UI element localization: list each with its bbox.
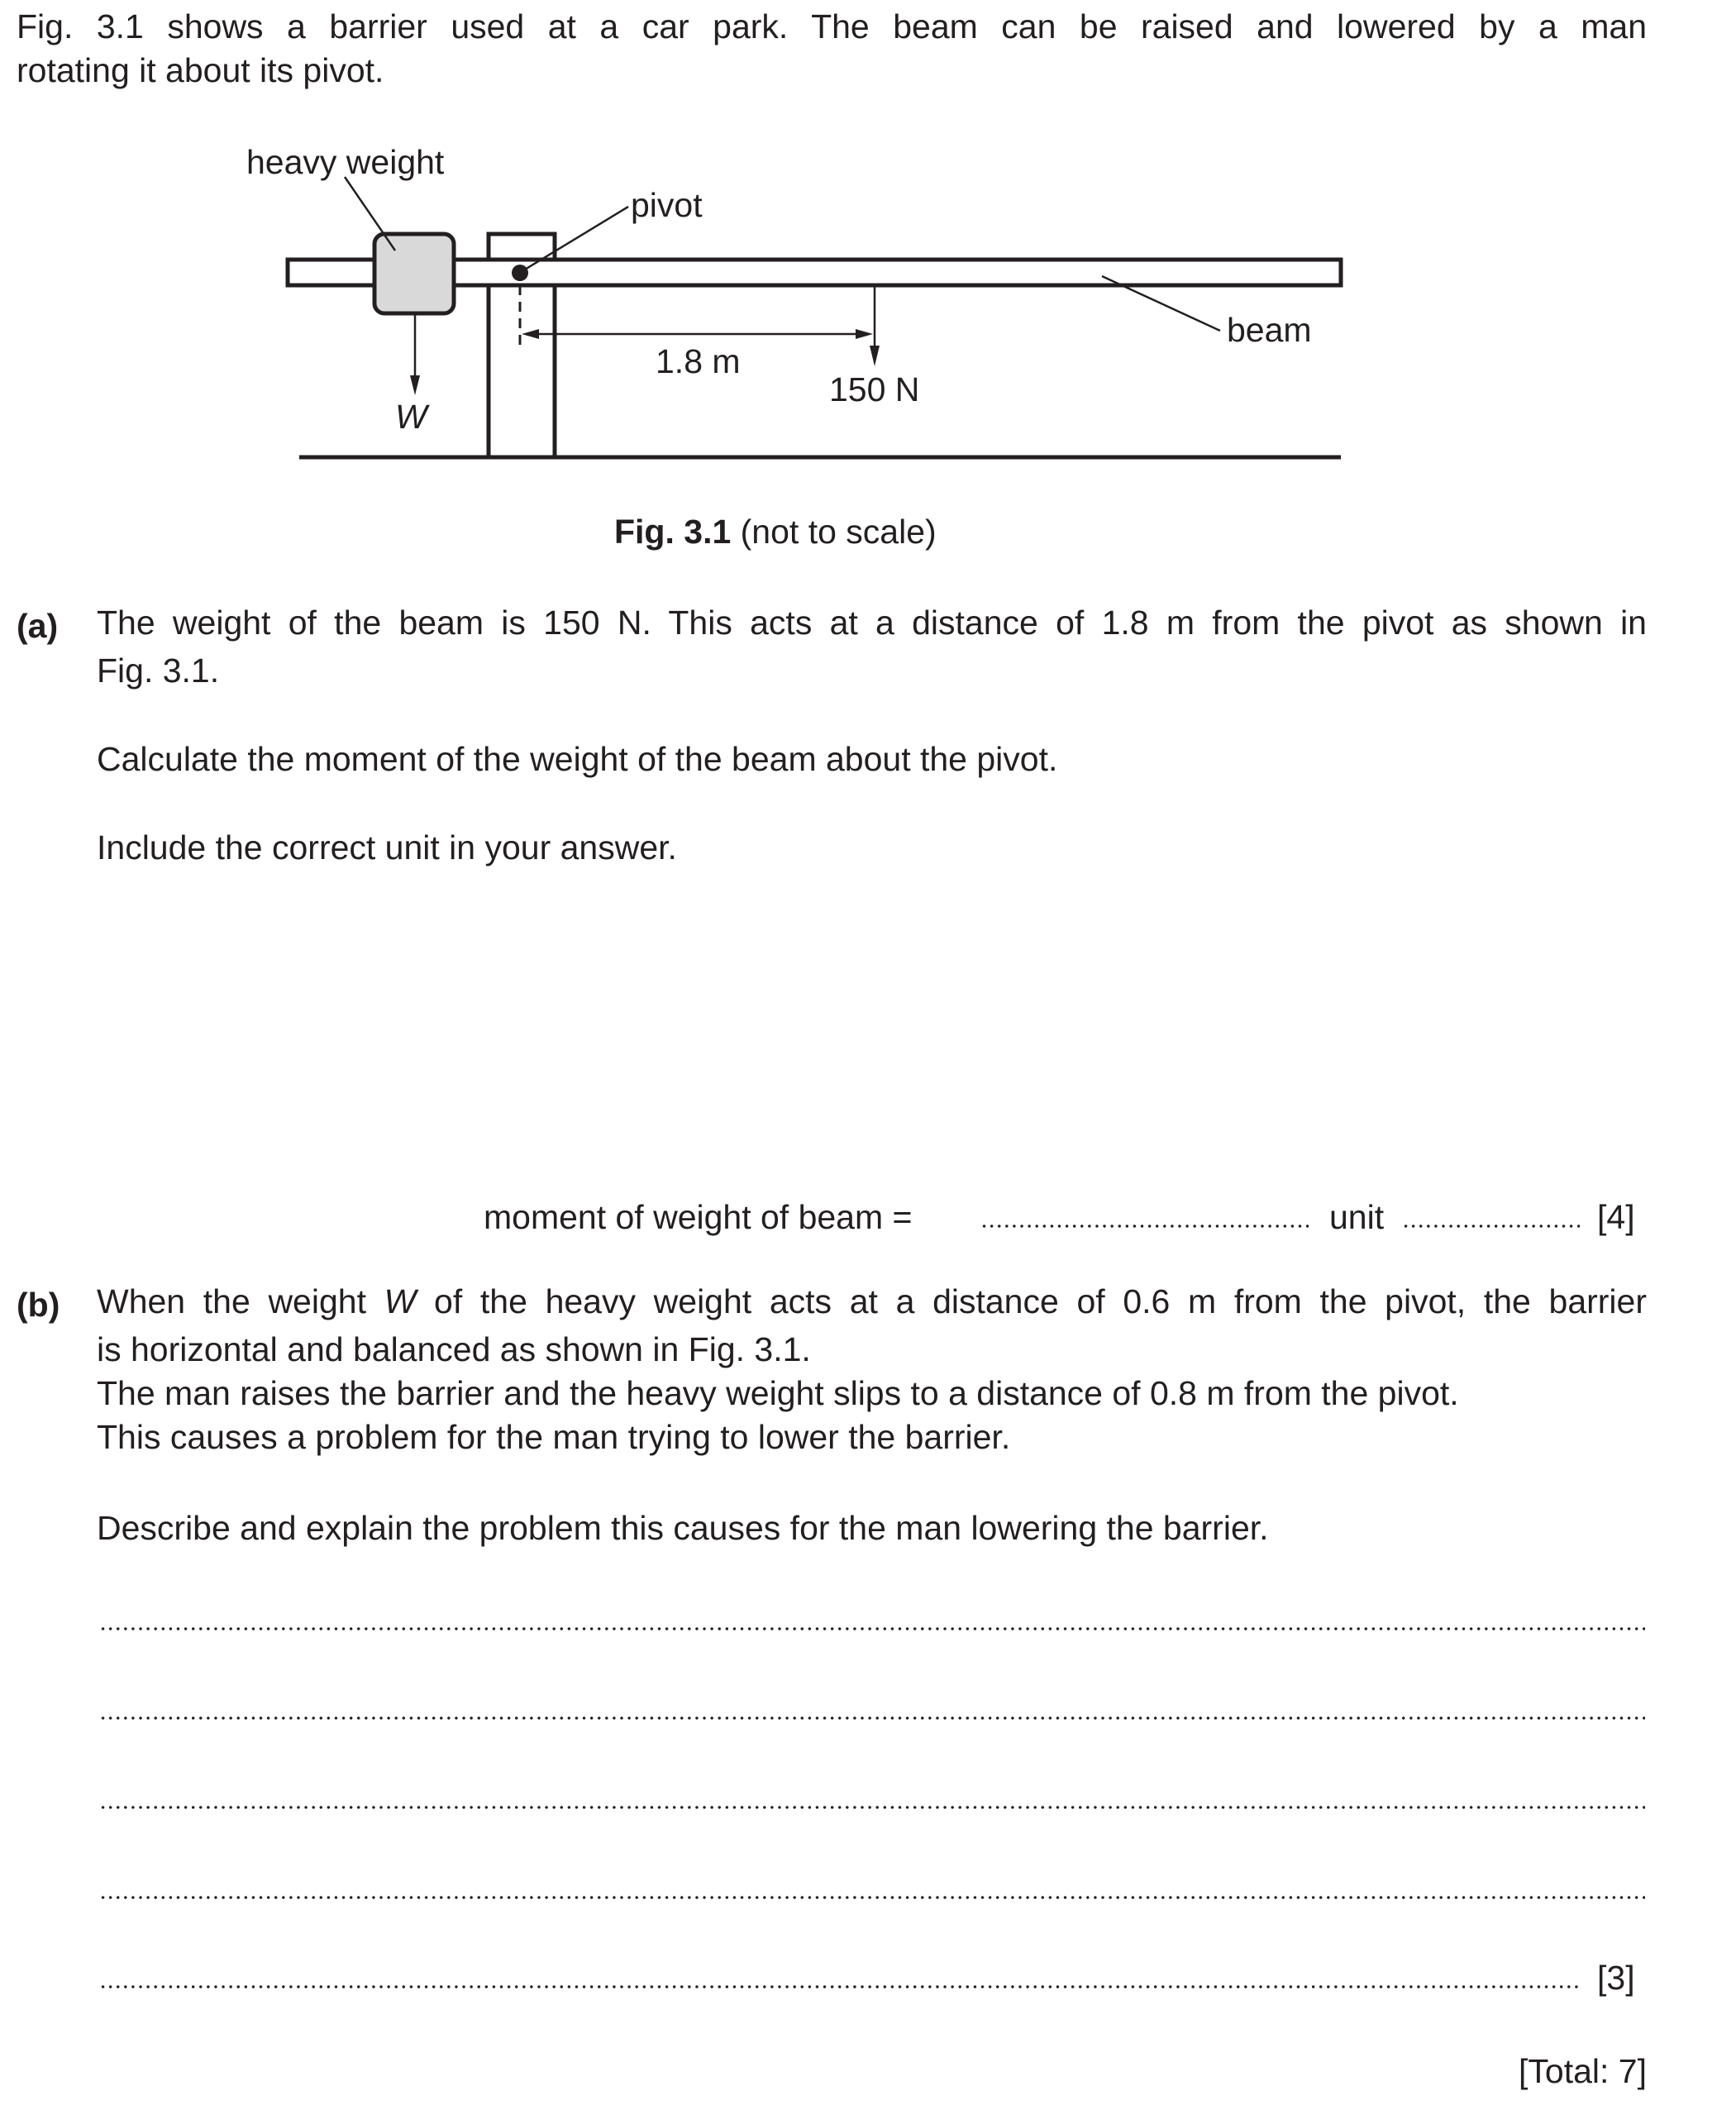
intro-line-2: rotating it about its pivot. — [17, 51, 384, 89]
barrier-diagram — [0, 0, 1736, 579]
weight-w-arrowhead-icon — [410, 375, 420, 395]
heavy-weight-block — [374, 234, 454, 313]
answer-line-2[interactable] — [99, 1716, 1645, 1720]
answer-line-5[interactable] — [99, 1985, 1579, 1988]
part-b-marks: [3] — [1597, 1959, 1635, 1997]
part-b-line-1-start: When the weight — [97, 1282, 384, 1320]
distance-label: 1.8 m — [656, 342, 741, 380]
beam-weight-label: 150 N — [829, 370, 920, 408]
answer-unit-label: unit — [1329, 1198, 1385, 1236]
part-a-marks: [4] — [1597, 1198, 1635, 1236]
pivot-label: pivot — [631, 186, 703, 224]
pivot-point-icon — [512, 265, 528, 281]
answer-unit-field[interactable] — [1402, 1224, 1580, 1228]
heavy-weight-label: heavy weight — [246, 143, 445, 181]
part-a-instruction-2: Include the correct unit in your answer. — [97, 828, 677, 866]
part-a-instruction-1: Calculate the moment of the weight of the beam about the pivot. — [97, 740, 1058, 778]
weight-symbol-label: W — [395, 398, 427, 436]
heavy-weight-leader — [345, 177, 395, 251]
figure-caption — [614, 515, 937, 549]
part-b-line-1-end: of the heavy weight acts at a distance of 0.6 m from the pivot, the barrier — [416, 1282, 1647, 1320]
answer-moment-label: moment of weight of beam = — [484, 1198, 913, 1236]
figure-caption-number: Fig. 3.1 — [614, 513, 732, 551]
intro-line-1: Fig. 3.1 shows a barrier used at a car park. The beam can be raised and lowered by a man — [17, 7, 1647, 45]
weight-symbol-inline: W — [384, 1282, 417, 1320]
beam-weight-arrowhead-icon — [870, 346, 880, 366]
part-b-line-3: The man raises the barrier and the heavy weight slips to a distance of 0.8 m from the pivot. — [97, 1374, 1459, 1412]
part-a-line-2: Fig. 3.1. — [97, 652, 220, 690]
part-a-label: (a) — [17, 607, 59, 645]
part-b-line-2: is horizontal and balanced as shown in Fig. 3.1. — [97, 1330, 811, 1368]
answer-line-3[interactable] — [99, 1806, 1645, 1809]
dimension-arrowhead-right-icon — [856, 329, 873, 339]
answer-line-1[interactable] — [99, 1627, 1645, 1630]
beam-label: beam — [1227, 311, 1312, 349]
total-marks: [Total: 7] — [1519, 2052, 1647, 2090]
figure-caption-note: (not to scale) — [731, 513, 937, 551]
part-b-instruction: Describe and explain the problem this causes for the man lowering the barrier. — [97, 1509, 1269, 1547]
part-b-line-4: This causes a problem for the man trying to lower the barrier. — [97, 1418, 1011, 1456]
answer-moment-field[interactable] — [980, 1224, 1311, 1228]
part-b-label: (b) — [17, 1286, 60, 1324]
part-a-line-1: The weight of the beam is 150 N. This acts at a distance of 1.8 m from the pivot as shown in — [97, 604, 1647, 642]
answer-line-4[interactable] — [99, 1896, 1645, 1899]
part-b-line-1 — [97, 1280, 1647, 1324]
